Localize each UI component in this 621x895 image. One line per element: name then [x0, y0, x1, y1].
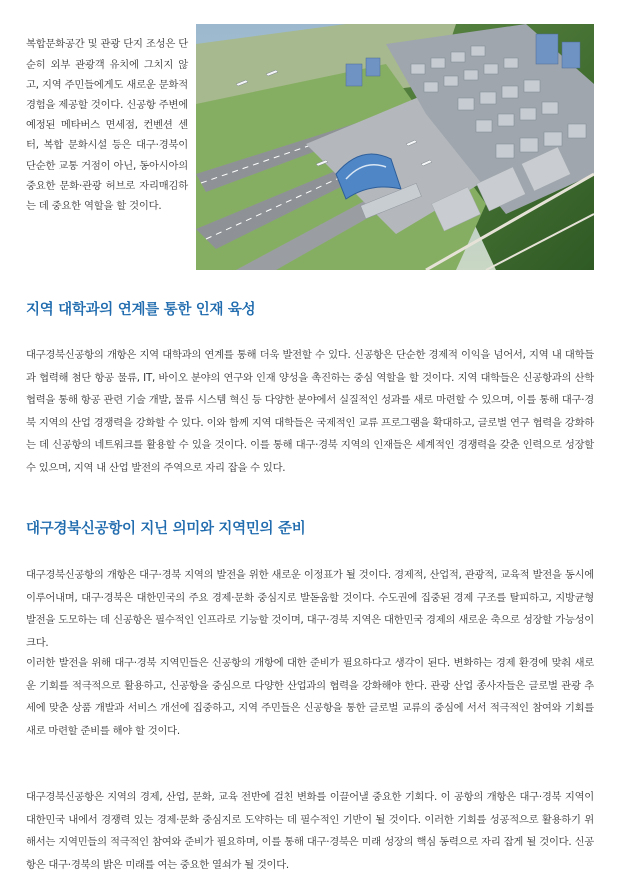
intro-paragraph: 복합문화공간 및 관광 단지 조성은 단순히 외부 관광객 유치에 그치지 않고, 지역 주민들에게도 새로운 문화적 경험을 제공할 것이다. 신공항 주변에 예정된 메타버스 면세점, 컨벤션 센터, 복합 문화시설 등은 대구·경북이 단순한 교통 거점이 아닌, 동아시아의 중요한 문화·관광 허브로 자리매김하는 데 중요한 역할을 할 것이다.: [26, 38, 188, 212]
section-paragraph: 대구경북신공항은 지역의 경제, 산업, 문화, 교육 전반에 걸친 변화를 이끌어낼 중요한 기회다. 이 공항의 개항은 대구·경북 지역이 대한민국 내에서 경쟁력 있는 경제·문화 중심지로 도약하는 데 필수적인 기반이 될 것이다. 이러한 기회를 성공적으로 활용하기 위해서는 지역민들의 적극적인 참여와 준비가 필요하며, 이를 통해 대구·경북은 미래 성장의 핵심 동력으로 자리 잡게 될 것이다. 신공항은 대구·경북의 밝은 미래를 여는 중요한 열쇠가 될 것이다.: [26, 791, 594, 871]
section-heading-meaning: 대구경북신공항이 지닌 의미와 지역민의 준비: [26, 521, 306, 537]
section-paragraph: 대구경북신공항의 개항은 지역 대학과의 연계를 통해 더욱 발전할 수 있다. 신공항은 단순한 경제적 이익을 넘어서, 지역 내 대학들과 협력해 첨단 항공 물류, IT, 바이오 분야의 연구와 인재 양성을 촉진하는 중심 역할을 할 것이다. 지역 대학들은 신공항과의 산학 협력을 통해 항공 관련 기술 개발, 물류 시스템 혁신 등 다양한 분야에서 실질적인 성과를 새로 마련할 수 있으며, 이를 통해 대구·경북 지역의 산업 경쟁력을 강화할 수 있다. 이와 함께 지역 대학들은 국제적인 교류 프로그램을 확대하고, 글로벌 연구 협력을 강화하는 데 신공항의 네트워크를 활용할 수 있을 것이다. 이를 통해 대구·경북 지역의 인재들은 세계적인 경쟁력을 갖춘 인력으로 성장할 수 있으며, 지역 내 산업 발전의 주역으로 자리 잡을 수 있다.: [26, 349, 594, 474]
section-paragraph: 대구경북신공항의 개항은 대구·경북 지역의 발전을 위한 새로운 이정표가 될 것이다. 경제적, 산업적, 관광적, 교육적 발전을 동시에 이루어내며, 대구·경북은 대한민국의 주요 경제·문화 중심지로 발돋움할 것이다. 수도권에 집중된 경제 구조를 탈피하고, 지방균형발전을 도모하는 데 신공항은 필수적인 인프라로 기능할 것이며, 대구·경북 지역은 대한민국 경제의 새로운 축으로 성장할 가능성이 크다.: [26, 569, 594, 649]
section-heading-university: 지역 대학과의 연계를 통한 인재 육성: [26, 302, 256, 318]
section-paragraph: 이러한 발전을 위해 대구·경북 지역민들은 신공항의 개항에 대한 준비가 필요하다고 생각이 된다. 변화하는 경제 환경에 맞춰 새로운 기회를 적극적으로 활용하고, 신공항을 중심으로 다양한 산업과의 협력을 강화해야 한다. 관광 산업 종사자들은 글로벌 관광 추세에 맞춘 상품 개발과 서비스 개선에 집중하고, 지역 주민들은 신공항을 통한 글로벌 교류의 중심에 서서 적극적인 참여와 기회를 새로 마련할 준비를 해야 할 것이다.: [26, 657, 594, 737]
airport-aerial-image: [196, 24, 594, 270]
airport-rendering-graphic: [196, 24, 594, 270]
